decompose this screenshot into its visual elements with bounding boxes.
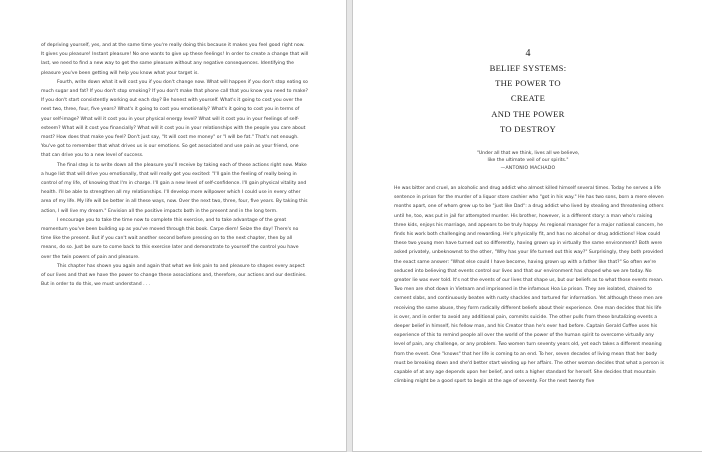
left-page-body [41,41,309,289]
paragraph: I encourage you to take the time now to complete this exercise, and to take advantage of the great momentum you've been building up as you've moved through this book. Carpe diem! Seize the day! There's no time like the present. But if you can't wait another second before pressing on to the next chapter, then by all means, do so. Just be sure to come back to this exercise later and demonstrate to yourself the control you have over the twin powers of pain and pleasure. [41,217,299,260]
epigraph-line: like the ultimate veil of our spirits." [487,158,569,164]
chapter-title-line: THE POWER TO [495,78,561,89]
paragraph: Fourth, write down what it will cost you if you don't change now. What will happen if you don't stop eating so much sugar and fat? If you don't stop smoking? If you don't make that phone call that you know you need to make? If you don't start consistently working out each day? Be honest with yourself. What's it going to cost you over the next two, three, four, five years? What's it going to cost you emotionally? What's it going to cost you in terms of your self-image? What will it cost you in your physical energy level? What will it cost you in your feelings of self-esteem? What will it cost you financially? What will it cost you in your relationships with the people you care about most? How does that make you feel? Don't just say, "It will cost me money" or "I will be fat." That's not enough. You've got to remember that what drives us is our emotions. So get associated and use pain as your friend, one that can drive you to a new level of success. [41,79,308,159]
paragraph: He was bitter and cruel, an alcoholic and drug addict who almost killed himself several times. Today he serves a life sentence in prison for the murder of a liquor store cashier who "got in his way." He has two sons, born a mere eleven months apart, one of whom grew up to be "just like Dad": a drug addict who lived by stealing and threatening others until he, too, was put in jail for attempted murder. His brother, however, is a different story: a man who's raising three kids, enjoys his marriage, and appears to be truly happy. As regional manager for a major national concern, he finds his work both challenging and rewarding. He's physically fit, and has no alcohol or drug addictions! How could these two young men have turned out so differently, having grown up in virtually the same environment? Both were asked privately, unbeknownst to the other, "Why has your life turned out this way?" Surprisingly, they both provided the exact same answer: "What else could I have become, having grown up with a father like that?" So often we're seduced into believing that events control our lives and that our environment has shaped who we are today. No greater lie was ever told. It's not the events of our lives that shape us, but our beliefs as to what those events mean. Two men are shot down in Vietnam and imprisoned in the infamous Hoa Lo prison. They are isolated, chained to cement slabs, and continuously beaten with rusty shackles and tortured for information. Yet although these men are receiving the same abuse, they form radically different beliefs about their experience. One man decides that his life is over, and in order to avoid any additional pain, commits suicide. The other pulls from these brutalizing events a deeper belief in himself, his fellow man, and his Creator than he's ever had before. Captain Gerald Coffee uses his experience of this to remind people all over the world of the power of the human spirit to overcome virtually any level of pain, any challenge, or any problem. Two women turn seventy years old, yet each takes a different meaning from the event. One "knows" that her life is coming to an end. To her, seven decades of living mean that her body must be breaking down and she'd better start winding up her affairs. The other woman decides that what a person is capable of at any age depends upon her belief, and sets a higher standard for herself. She decides that mountain climbing might be a good sport to begin at the age of seventy. For the next twenty five [394,186,665,385]
epigraph-line: "Under all that we think, lives all we believe, [476,151,580,156]
chapter-heading [353,47,702,137]
right-page [352,0,702,452]
chapter-title-line: TO DESTROY [499,123,557,134]
chapter-number: 4 [525,48,531,59]
chapter-title-line: AND THE POWER [491,108,565,119]
epigraph [353,150,702,172]
left-page [0,0,347,452]
right-page-body [394,184,666,386]
epigraph-author: —ANTONIO MACHADO [500,165,556,171]
chapter-title-line: BELIEF SYSTEMS: [489,63,567,73]
chapter-title-line: CREATE [510,93,546,104]
paragraph: of depriving yourself, yes, and at the same time you're really doing this because it makes you feel good right now. It gives you pleasure! Instant pleasure! No one wants to give up these feelings! In order to create a change that will last, we need to find a new way to get the same pleasure without any negative consequences. Identifying the pleasure you've been getting will help you know what your target is. [41,43,309,76]
paragraph: The final step is to write down all the pleasure you'll receive by taking each of these actions right now. Make a huge list that will drive you emotionally, that will really get you excited: "I'll gain the feeling of really being in control of my life, of knowing that I'm in charge. I'll gain a new level of self-confidence. I'll gain physical vitality and health. I'll be able to strengthen all my relationships. I'll develop more willpower which I could use in every other area of my life. My life will be better in all these ways, now. Over the next two, three, four, five years. By taking this action, I will live my dream." Envision all the positive impacts both in the present and in the long term. [41,162,308,214]
paragraph: This chapter has shown you again and again that what we link pain to and pleasure to shapes every aspect of our lives and that we have the power to change these associations and, therefore, our actions and our destinies. But in order to do this, we must understand . . . [41,263,307,288]
